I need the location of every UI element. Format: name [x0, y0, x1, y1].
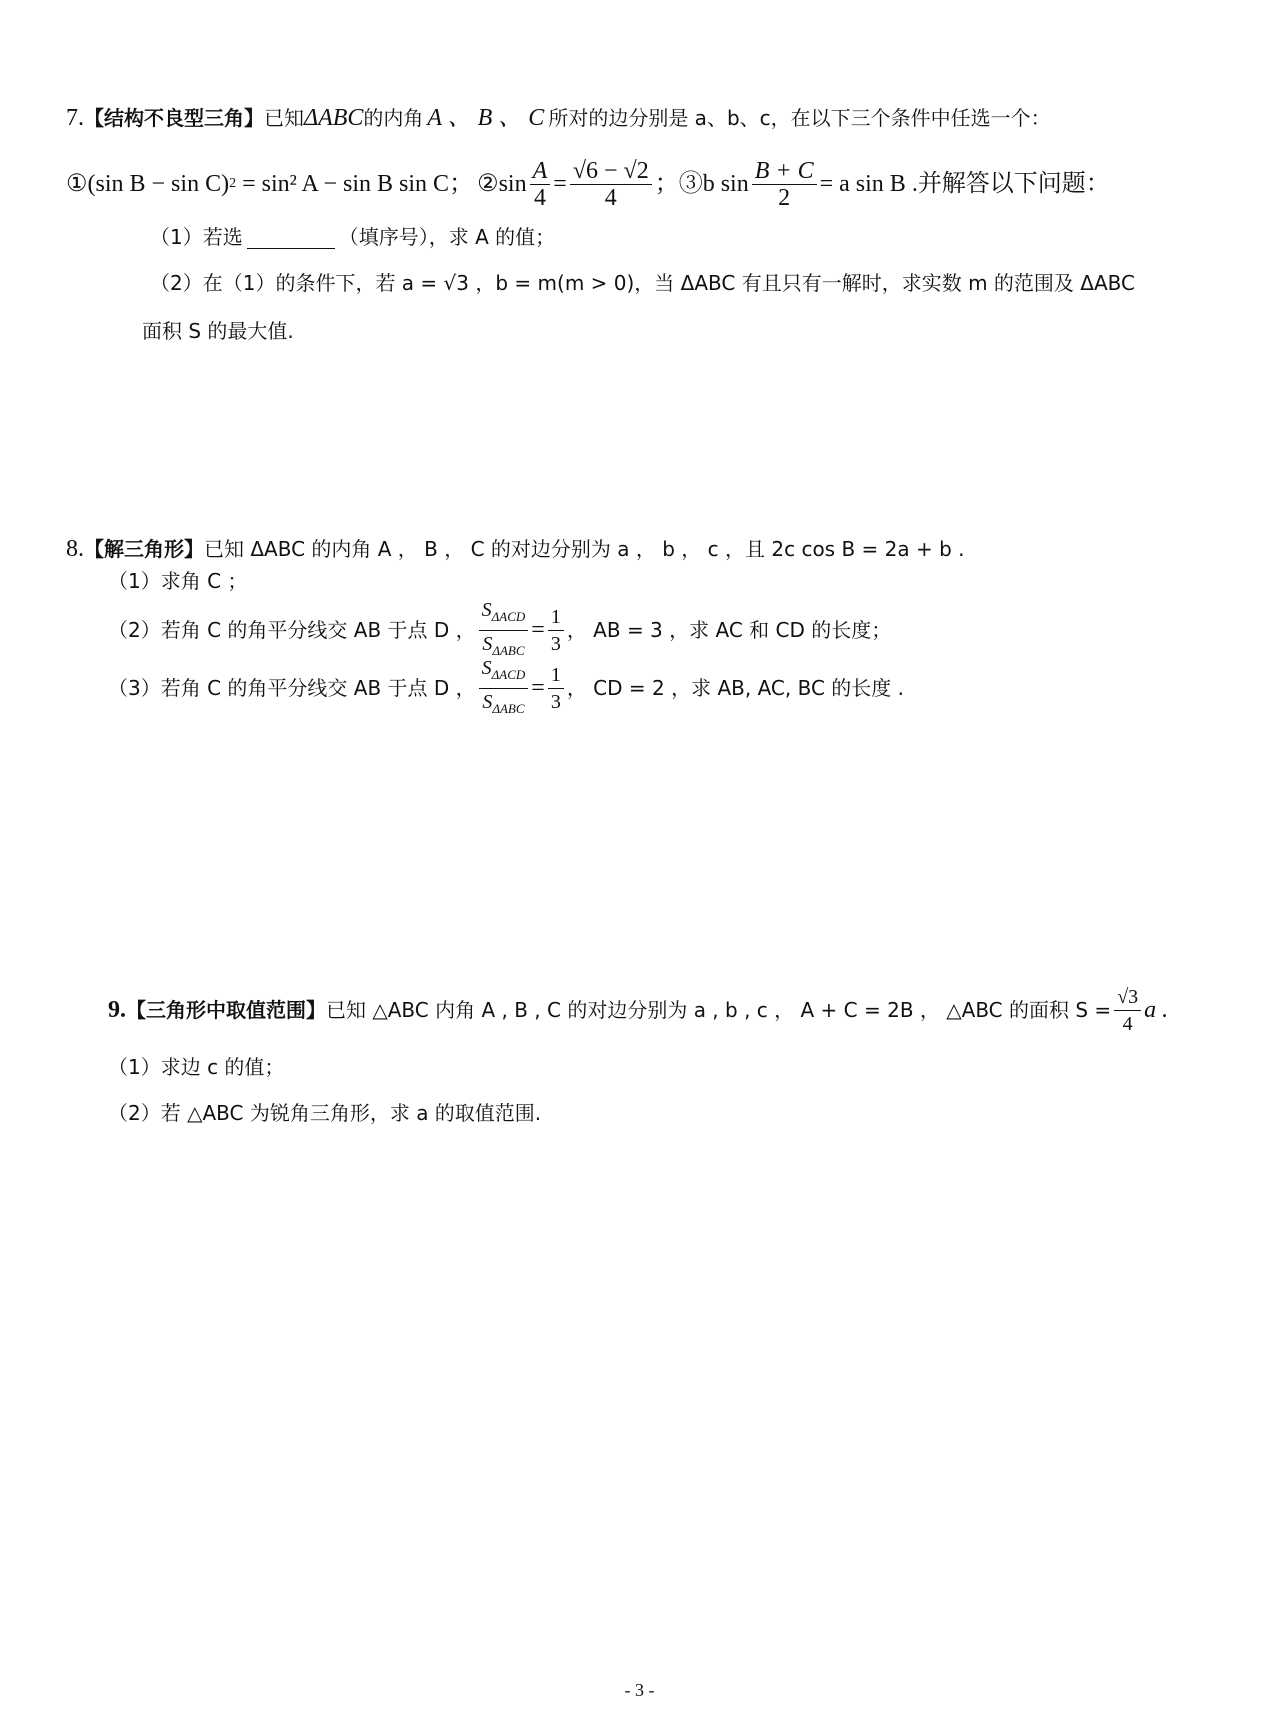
- problem-9-intro: 已知 △ABC 内角 A , B , C 的对边分别为 a , b , c ， A + C = 2B ， △ABC 的面积 S =: [326, 998, 1112, 1022]
- condition-3-denominator: 2: [778, 184, 791, 211]
- problem-7-angles: A 、 B 、 C: [427, 105, 545, 131]
- condition-3-fraction: [752, 158, 817, 211]
- ratio-denominator-2: S: [482, 690, 493, 713]
- problem-9-question-2: [108, 1098, 541, 1128]
- problem-8-q3-prefix: （3）若角 C 的角平分线交 AB 于点 D ，: [108, 676, 476, 700]
- problem-7-line-1: [66, 103, 1051, 133]
- ratio-numerator-sub: ΔACD: [491, 608, 526, 624]
- problem-7-q2-line-2: 面积 S 的最大值.: [142, 319, 294, 343]
- problem-9-number: 9.: [108, 997, 126, 1023]
- problem-8-number: 8.: [66, 536, 84, 562]
- area-ratio-fraction-2: [479, 655, 529, 722]
- condition-2-denominator: 4: [533, 184, 546, 211]
- ratio-value-numerator: 1: [548, 604, 564, 631]
- problem-9-line-1: [108, 980, 1168, 1040]
- condition-3-suffix: = a sin B .并解答以下问题：: [819, 171, 1110, 197]
- problem-7-conditions: [66, 157, 1110, 211]
- problem-8-q3-suffix: ， CD = 2 ，求 AB, AC, BC 的长度 .: [566, 676, 904, 700]
- problem-7-q2-line-1: （2）在（1）的条件下，若 a = √3 ，b = m(m > 0)，当 ΔABC 有且只有一解时，求实数 m 的范围及 ΔABC: [150, 271, 1135, 295]
- page-number: - 3 -: [624, 1680, 655, 1700]
- problem-8-question-3: [108, 658, 904, 718]
- condition-2-value-denominator: 4: [604, 184, 617, 211]
- problem-8-question-2: [108, 600, 891, 660]
- problem-7-question-2: [150, 268, 1135, 298]
- ratio-numerator-2: S: [481, 656, 492, 679]
- problem-7-number: 7.: [66, 105, 84, 131]
- problem-7-question-1: [150, 222, 555, 252]
- area-suffix: a .: [1144, 997, 1169, 1023]
- condition-2-fraction: [530, 158, 551, 211]
- condition-2-equals: =: [553, 171, 567, 197]
- problem-7-q1-suffix: （填序号），求 A 的值；: [338, 225, 556, 249]
- problem-7-q1-prefix: （1）若选: [150, 225, 243, 249]
- ratio-value-numerator-2: 1: [548, 662, 564, 689]
- condition-3-numerator: B + C: [752, 158, 817, 185]
- problem-8-tag: 【解三角形】: [84, 537, 204, 561]
- problem-7-intro-1: 已知: [264, 106, 304, 130]
- condition-3-prefix: ；③b sin: [654, 171, 749, 197]
- problem-8-line-1: [66, 534, 965, 564]
- problem-8-q2-suffix: ， AB = 3 ，求 AC 和 CD 的长度；: [566, 618, 892, 642]
- ratio-value-denominator: 3: [550, 632, 561, 655]
- ratio-numerator-sub-2: ΔACD: [491, 666, 526, 682]
- ratio-value-fraction-2: [548, 662, 564, 715]
- ratio-equals-2: =: [531, 675, 545, 701]
- ratio-denominator: S: [482, 632, 493, 655]
- ratio-numerator: S: [481, 598, 492, 621]
- problem-8-intro: 已知 ΔABC 的内角 A ， B ， C 的对边分别为 a ， b ， c ，且 2c cos B = 2a + b .: [204, 537, 965, 561]
- problem-9-tag: 【三角形中取值范围】: [126, 998, 326, 1022]
- answer-blank[interactable]: [247, 226, 335, 249]
- problem-9-q1: （1）求边 c 的值；: [108, 1055, 285, 1079]
- ratio-value-denominator-2: 3: [550, 690, 561, 713]
- problem-7-intro-3: 所对的边分别是 a、b、c，在以下三个条件中任选一个：: [548, 106, 1051, 130]
- ratio-denominator-sub: ΔABC: [492, 642, 525, 658]
- problem-9-question-1: [108, 1052, 284, 1082]
- condition-1-right: = sin² A − sin B sin C；: [242, 171, 474, 197]
- area-fraction: [1114, 984, 1141, 1037]
- condition-2-numerator: A: [530, 158, 551, 185]
- condition-2-prefix: ②sin: [477, 171, 527, 197]
- area-ratio-fraction: [479, 597, 529, 664]
- condition-2-value-fraction: [570, 158, 652, 211]
- problem-9-q2: （2）若 △ABC 为锐角三角形，求 a 的取值范围.: [108, 1101, 542, 1125]
- problem-8-q1: （1）求角 C ；: [108, 569, 248, 593]
- problem-7-triangle: ΔABC: [304, 105, 364, 131]
- ratio-value-fraction: [548, 604, 564, 657]
- problem-7-intro-2: 的内角: [363, 106, 424, 130]
- condition-2-value-numerator: √6 − √2: [570, 158, 652, 185]
- condition-1-left: ①(sin B − sin C): [66, 171, 230, 197]
- problem-8-q2-prefix: （2）若角 C 的角平分线交 AB 于点 D ，: [108, 618, 476, 642]
- ratio-equals: =: [531, 617, 545, 643]
- problem-7-question-2-cont: [142, 316, 294, 346]
- area-denominator: 4: [1122, 1012, 1133, 1035]
- problem-8-question-1: [108, 566, 247, 596]
- ratio-denominator-sub-2: ΔABC: [492, 700, 525, 716]
- problem-7-tag: 【结构不良型三角】: [84, 106, 264, 130]
- area-numerator: √3: [1114, 984, 1141, 1011]
- condition-1-exponent: 2: [229, 176, 237, 191]
